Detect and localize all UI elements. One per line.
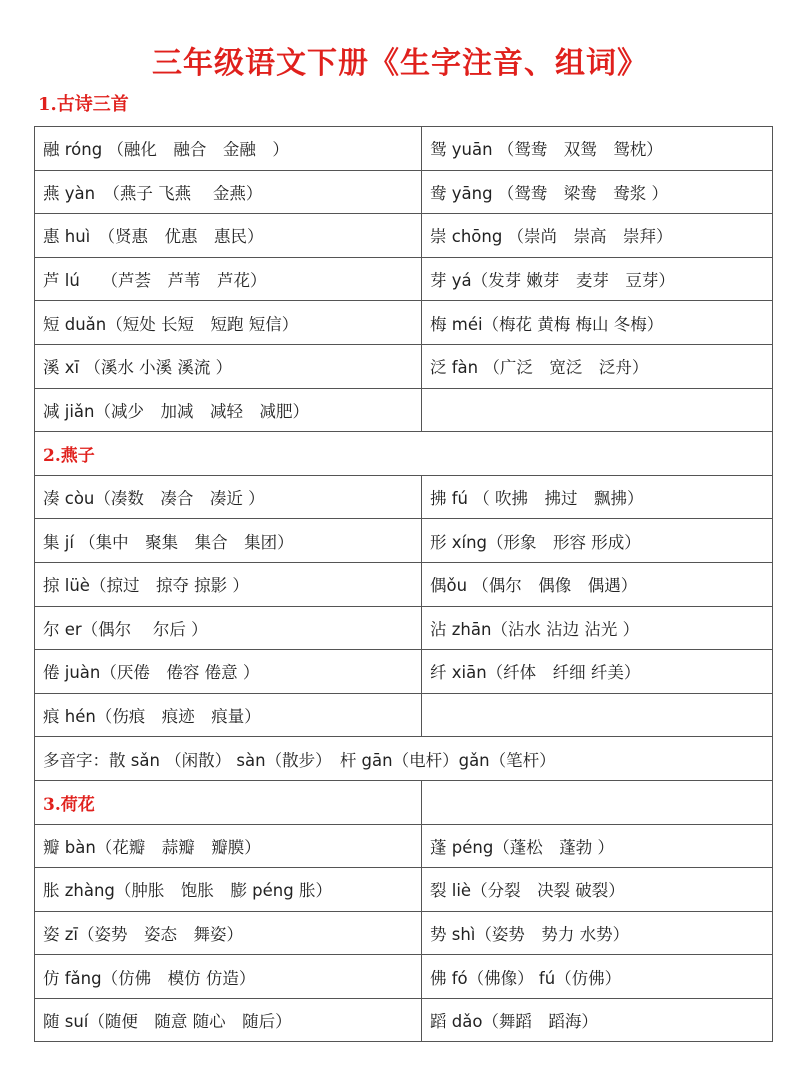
table-row — [35, 344, 773, 388]
vocab-cell-left: 倦 juàn（厌倦 倦容 倦意 ） — [35, 650, 422, 694]
vocab-cell-left: 瓣 bàn（花瓣 蒜瓣 瓣膜） — [35, 824, 422, 868]
vocab-table — [34, 126, 773, 1042]
table-row — [35, 955, 773, 999]
vocab-cell-right: 沾 zhān（沾水 沾边 沾光 ） — [422, 606, 773, 650]
table-row — [35, 170, 773, 214]
page-title: 三年级语文下册《生字注音、组词》 — [152, 46, 648, 81]
vocab-cell-left: 痕 hén（伤痕 痕迹 痕量） — [35, 693, 422, 737]
vocab-cell-right: 鸳 yuān （鸳鸯 双鸳 鸳枕） — [422, 127, 773, 171]
table-row — [35, 606, 773, 650]
vocab-cell-left: 胀 zhàng（肿胀 饱胀 膨 péng 胀） — [35, 868, 422, 912]
section-title: 3.荷花 — [35, 780, 422, 824]
table-row — [35, 301, 773, 345]
vocab-cell-left: 姿 zī（姿势 姿态 舞姿） — [35, 911, 422, 955]
vocab-cell-left: 仿 fǎng（仿佛 模仿 仿造） — [35, 955, 422, 999]
table-row — [35, 780, 773, 824]
vocab-cell-left: 减 jiǎn（减少 加减 减轻 减肥） — [35, 388, 422, 432]
vocab-cell-left: 惠 huì （贤惠 优惠 惠民） — [35, 214, 422, 258]
vocab-cell-right: 纤 xiān（纤体 纤细 纤美） — [422, 650, 773, 694]
vocab-cell-right: 崇 chōng （崇尚 崇高 崇拜） — [422, 214, 773, 258]
table-row — [35, 868, 773, 912]
table-row — [35, 388, 773, 432]
table-row — [35, 737, 773, 781]
table-row — [35, 475, 773, 519]
vocab-cell-right — [422, 693, 773, 737]
table-row — [35, 127, 773, 171]
vocab-cell-right — [422, 388, 773, 432]
table-row — [35, 824, 773, 868]
table-row — [35, 257, 773, 301]
vocab-cell-right: 裂 liè（分裂 决裂 破裂） — [422, 868, 773, 912]
vocab-cell-right: 偶ǒu （偶尔 偶像 偶遇） — [422, 562, 773, 606]
vocab-cell-right: 蹈 dǎo（舞蹈 蹈海） — [422, 998, 773, 1042]
vocab-cell-right: 势 shì（姿势 势力 水势） — [422, 911, 773, 955]
table-row — [35, 562, 773, 606]
vocab-cell-left: 随 suí（随便 随意 随心 随后） — [35, 998, 422, 1042]
vocab-cell-left: 芦 lú （芦荟 芦苇 芦花） — [35, 257, 422, 301]
vocab-cell-right: 鸯 yāng （鸳鸯 梁鸯 鸯浆 ） — [422, 170, 773, 214]
vocab-cell-left: 凑 còu（凑数 凑合 凑近 ） — [35, 475, 422, 519]
vocab-cell-left: 集 jí （集中 聚集 集合 集团） — [35, 519, 422, 563]
vocab-cell-right: 泛 fàn （广泛 宽泛 泛舟） — [422, 344, 773, 388]
table-row — [35, 650, 773, 694]
table-row — [35, 998, 773, 1042]
table-row — [35, 519, 773, 563]
vocab-cell-left: 融 róng （融化 融合 金融 ） — [35, 127, 422, 171]
polyphone-cell: 多音字：散 sǎn （闲散） sàn（散步） 杆 gān（电杆）gǎn（笔杆） — [35, 737, 773, 781]
vocab-cell-right: 佛 fó（佛像） fú（仿佛） — [422, 955, 773, 999]
vocab-cell-right: 蓬 péng（蓬松 蓬勃 ） — [422, 824, 773, 868]
vocab-cell-left: 溪 xī （溪水 小溪 溪流 ） — [35, 344, 422, 388]
vocab-cell-right: 芽 yá（发芽 嫩芽 麦芽 豆芽） — [422, 257, 773, 301]
table-row — [35, 693, 773, 737]
section-title: 2.燕子 — [35, 432, 773, 476]
vocab-cell-right: 拂 fú （ 吹拂 拂过 飘拂） — [422, 475, 773, 519]
vocab-cell-left: 短 duǎn（短处 长短 短跑 短信） — [35, 301, 422, 345]
vocab-cell-right — [422, 780, 773, 824]
vocab-cell-right: 梅 méi（梅花 黄梅 梅山 冬梅） — [422, 301, 773, 345]
table-row — [35, 214, 773, 258]
section-title-1: 1.古诗三首 — [38, 94, 129, 115]
table-row — [35, 432, 773, 476]
vocab-cell-left: 尔 er（偶尔 尔后 ） — [35, 606, 422, 650]
vocab-cell-left: 掠 lüè（掠过 掠夺 掠影 ） — [35, 562, 422, 606]
vocab-cell-right: 形 xíng（形象 形容 形成） — [422, 519, 773, 563]
vocab-cell-left: 燕 yàn （燕子 飞燕 金燕） — [35, 170, 422, 214]
table-row — [35, 911, 773, 955]
